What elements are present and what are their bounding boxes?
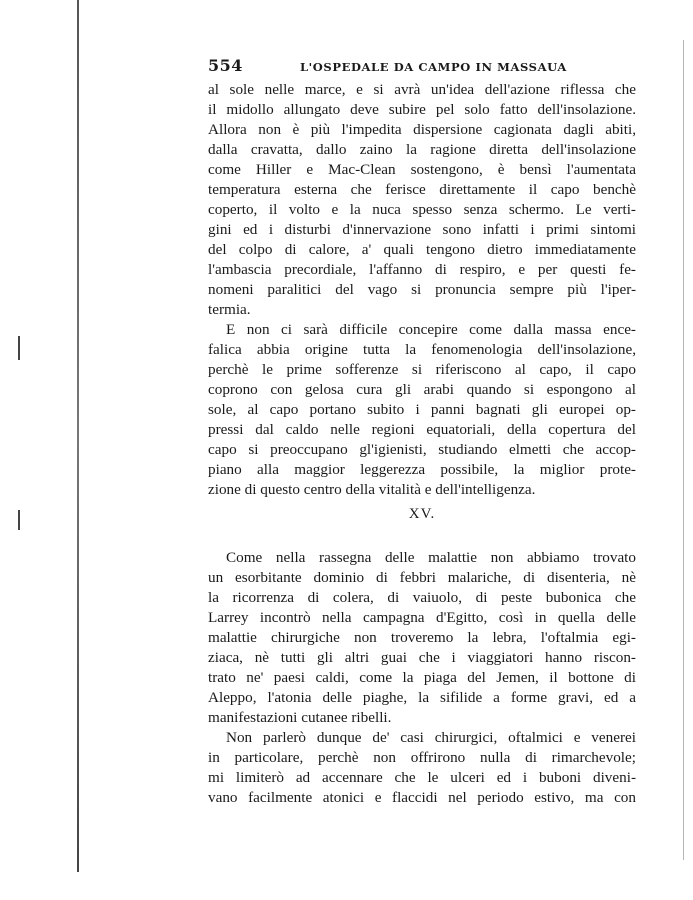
page-number: 554	[208, 56, 243, 75]
text-line: falica abbia origine tutta la fenomenologia dell'insolazione,	[208, 341, 636, 358]
margin-mark	[18, 336, 20, 360]
text-line: sole, al capo portano subito i panni bagnati gli europei op-	[208, 401, 636, 418]
text-line: un esorbitante dominio di febbri malariche, di disenteria, nè	[208, 569, 636, 586]
text-line: al sole nelle marce, e si avrà un'idea dell'azione riflessa che	[208, 81, 636, 98]
text-line: in particolare, perchè non offrirono nulla di rimarchevole;	[208, 749, 636, 766]
text-line: perchè le prime sofferenze si riferiscono al capo, il capo	[208, 361, 636, 378]
text-line: mi limiterò ad accennare che le ulceri ed i buboni diveni-	[208, 769, 636, 786]
text-line: coprono con gelosa cura gli arabi quando si espongono al	[208, 381, 636, 398]
text-line: ziaca, nè tutti gli altri guai che i viaggiatori hanno riscon-	[208, 649, 636, 666]
text-line: coperto, il volto e la nuca spesso senza schermo. Le verti-	[208, 201, 636, 218]
text-line: l'ambascia precordiale, l'affanno di respiro, e per questi fe-	[208, 261, 636, 278]
text-line: del colpo di calore, a' quali tengono dietro immediatamente	[208, 241, 636, 258]
text-line: manifestazioni cutanee ribelli.	[208, 709, 392, 726]
text-line: termia.	[208, 301, 251, 318]
text-line: Non parlerò dunque de' casi chirurgici, oftalmici e venerei	[226, 729, 636, 746]
text-line: pressi dal caldo nelle regioni equatoriali, della copertura del	[208, 421, 636, 438]
text-line: il midollo allungato deve subire pel solo fatto dell'insolazione.	[208, 101, 636, 118]
text-line: gini ed i disturbi d'innervazione sono infatti i primi sintomi	[208, 221, 636, 238]
text-line: temperatura esterna che ferisce direttamente il capo benchè	[208, 181, 636, 198]
scan-right-edge	[683, 40, 684, 860]
scan-left-edge	[77, 0, 79, 872]
text-line: malattie chirurgiche non troveremo la lebra, l'oftalmia egi-	[208, 629, 636, 646]
text-line: la ricorrenza di colera, di vaiuolo, di peste bubonica che	[208, 589, 636, 606]
text-line: E non ci sarà difficile concepire come dalla massa ence-	[226, 321, 636, 338]
text-line: zione di questo centro della vitalità e dell'intelligenza.	[208, 481, 536, 498]
text-line: Allora non è più l'impedita dispersione cagionata dagli abiti,	[208, 121, 636, 138]
text-line: dalla cravatta, dallo zaino la ragione diretta dell'insolazione	[208, 141, 636, 158]
margin-mark	[18, 510, 20, 530]
text-line: trato ne' paesi caldi, come la piaga del Jemen, il bottone di	[208, 669, 636, 686]
text-line: come Hiller e Mac-Clean sostengono, è bensì l'aumentata	[208, 161, 636, 178]
text-line: Larrey incontrò nella campagna d'Egitto, così in quella delle	[208, 609, 636, 626]
text-line: vano facilmente atonici e flaccidi nel periodo estivo, ma con	[208, 789, 636, 806]
section-heading: XV.	[408, 506, 436, 522]
text-line: piano alla maggior leggerezza possibile, la miglior prote-	[208, 461, 636, 478]
page-header	[208, 56, 640, 78]
text-line: Come nella rassegna delle malattie non abbiamo trovato	[226, 549, 636, 566]
text-line: Aleppo, l'atonia delle piaghe, la sifilide a forme gravi, ed a	[208, 689, 636, 706]
text-line: nomeni paralitici del vago si pronuncia sempre più l'iper-	[208, 281, 636, 298]
running-title: L'OSPEDALE DA CAMPO IN MASSAUA	[300, 60, 567, 74]
text-line: capo si preoccupano gl'igienisti, studiando elmetti che accop-	[208, 441, 636, 458]
